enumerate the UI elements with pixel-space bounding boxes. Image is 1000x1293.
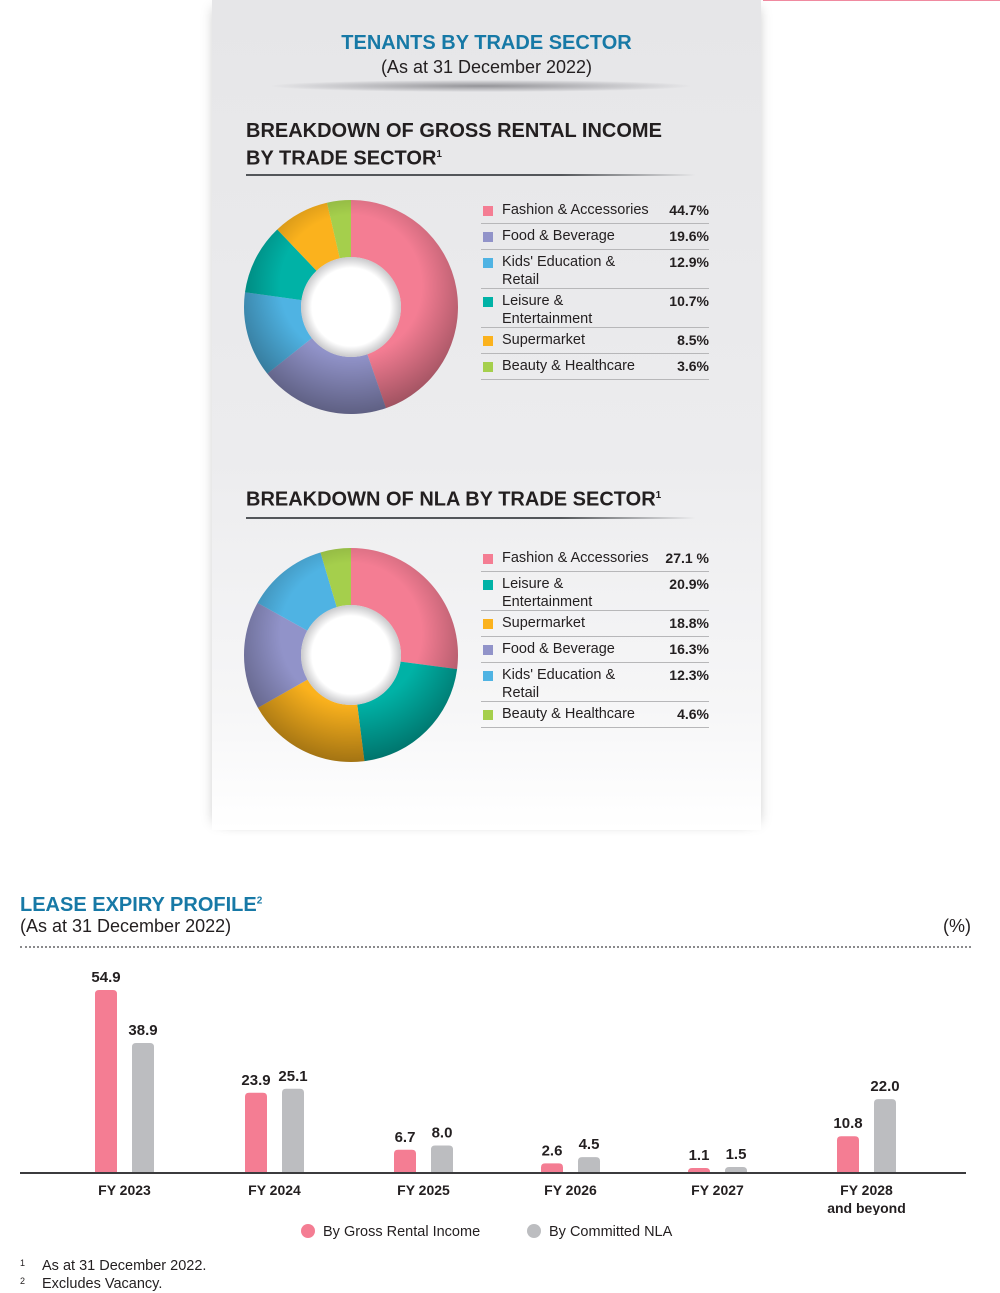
nla-legend-swatch-fashion-accessories bbox=[483, 554, 493, 564]
lease-expiry-title bbox=[20, 894, 262, 917]
nla-legend-value: 20.9% bbox=[669, 576, 709, 592]
footnote-2-text: Excludes Vacancy. bbox=[42, 1276, 163, 1292]
footnote-2 bbox=[20, 1276, 162, 1292]
nla-legend-label: Fashion & Accessories bbox=[502, 550, 649, 566]
bar-by-committed-nla-fy-2023 bbox=[132, 1043, 154, 1172]
bar-by-gross-rental-income-fy-2023 bbox=[95, 990, 117, 1172]
bar-value-label: 10.8 bbox=[833, 1115, 863, 1133]
nla-legend-row-leisure-entertainment bbox=[481, 572, 709, 611]
gri-legend-value: 8.5% bbox=[677, 332, 709, 348]
gri-legend-swatch-leisure-entertainment bbox=[483, 297, 493, 307]
gri-title-line1: BREAKDOWN OF GROSS RENTAL INCOME bbox=[246, 120, 662, 142]
nla-legend-swatch-beauty-healthcare bbox=[483, 710, 493, 720]
gri-legend-value: 10.7% bbox=[669, 293, 709, 309]
nla-legend-label: Beauty & Healthcare bbox=[502, 706, 635, 722]
gri-title-rule bbox=[246, 174, 696, 176]
bar-value-label: 1.1 bbox=[688, 1147, 710, 1164]
nla-title: BREAKDOWN OF NLA BY TRADE SECTOR bbox=[246, 488, 656, 511]
nla-section-title bbox=[246, 484, 661, 512]
trade-sector-panel bbox=[212, 0, 761, 830]
gri-footnote-ref: 1 bbox=[436, 149, 442, 160]
lease-expiry-bar-chart bbox=[0, 960, 1000, 1215]
gri-legend-value: 3.6% bbox=[677, 358, 709, 374]
nla-legend-label: Leisure & Entertainment bbox=[502, 576, 593, 610]
bar-by-committed-nla-fy-2027 bbox=[725, 1167, 747, 1172]
lease-expiry-title-text: LEASE EXPIRY PROFILE bbox=[20, 894, 257, 916]
bar-by-committed-nla-fy-2025 bbox=[431, 1145, 453, 1172]
x-tick-label: and beyond bbox=[827, 1200, 906, 1215]
gri-legend-value: 19.6% bbox=[669, 228, 709, 244]
bar-by-committed-nla-fy-2028-and-beyond bbox=[874, 1099, 896, 1172]
panel-title: TENANTS BY TRADE SECTOR bbox=[341, 32, 632, 54]
nla-legend-swatch-food-beverage bbox=[483, 645, 493, 655]
nla-legend-value: 18.8% bbox=[669, 615, 709, 631]
gri-legend-label: Food & Beverage bbox=[502, 228, 615, 244]
dotted-divider bbox=[20, 946, 971, 948]
legend-label-gross: By Gross Rental Income bbox=[323, 1224, 481, 1240]
nla-legend-row-fashion-accessories bbox=[481, 546, 709, 572]
gri-legend-value: 44.7% bbox=[669, 202, 709, 218]
bar-value-label: 54.9 bbox=[91, 969, 121, 986]
gri-legend-value: 12.9% bbox=[669, 254, 709, 270]
nla-title-rule bbox=[246, 517, 696, 519]
nla-legend-swatch-leisure-entertainment bbox=[483, 580, 493, 590]
x-tick-label: FY 2024 bbox=[248, 1182, 301, 1198]
bar-value-label: 1.5 bbox=[725, 1146, 747, 1164]
legend-committed-nla bbox=[527, 1224, 672, 1240]
gri-legend-row-beauty-healthcare bbox=[481, 354, 709, 380]
footnote-1-text: As at 31 December 2022. bbox=[42, 1258, 207, 1274]
nla-legend-value: 12.3% bbox=[669, 667, 709, 683]
nla-legend-value: 4.6% bbox=[677, 706, 709, 722]
bar-by-committed-nla-fy-2024 bbox=[282, 1089, 304, 1172]
bar-value-label: 6.7 bbox=[394, 1128, 416, 1146]
gri-legend-swatch-kids-education-retail bbox=[483, 258, 493, 268]
gri-legend-row-leisure-entertainment bbox=[481, 289, 709, 328]
gri-donut-chart bbox=[236, 192, 466, 422]
nla-legend bbox=[481, 546, 709, 728]
panel-subtitle: (As at 31 December 2022) bbox=[380, 57, 593, 77]
nla-legend-row-beauty-healthcare bbox=[481, 702, 709, 728]
bar-by-gross-rental-income-fy-2026 bbox=[541, 1163, 563, 1172]
x-tick-label: FY 2028 bbox=[840, 1182, 893, 1198]
x-tick-label: FY 2023 bbox=[98, 1182, 151, 1198]
lease-footnote-ref: 2 bbox=[256, 895, 263, 907]
gri-legend-swatch-fashion-accessories bbox=[483, 206, 493, 216]
gri-section-title bbox=[246, 119, 662, 171]
nla-legend-swatch-kids-education-retail bbox=[483, 671, 493, 681]
legend-dot-nla bbox=[527, 1224, 541, 1238]
legend-dot-gross bbox=[301, 1224, 315, 1238]
bar-by-gross-rental-income-fy-2028-and-beyond bbox=[837, 1136, 859, 1172]
nla-footnote-ref: 1 bbox=[655, 490, 662, 501]
gri-legend-swatch-food-beverage bbox=[483, 232, 493, 242]
gri-donut-hole bbox=[301, 257, 401, 357]
bar-value-label: 38.9 bbox=[128, 1022, 158, 1040]
nla-legend-row-food-beverage bbox=[481, 637, 709, 663]
nla-legend-value: 16.3% bbox=[669, 641, 709, 657]
legend-gross-rental-income bbox=[301, 1224, 480, 1240]
footnote-1 bbox=[20, 1258, 206, 1274]
gri-title-line2: BY TRADE SECTOR bbox=[246, 147, 437, 170]
nla-donut-chart bbox=[236, 540, 466, 770]
x-tick-label: FY 2025 bbox=[397, 1182, 450, 1198]
bar-value-label: 8.0 bbox=[431, 1124, 453, 1142]
nla-legend-label: Food & Beverage bbox=[502, 641, 615, 657]
nla-legend-label: Kids' Education & Retail bbox=[502, 667, 616, 701]
gri-legend-swatch-supermarket bbox=[483, 336, 493, 346]
lease-expiry-subtitle: (As at 31 December 2022) bbox=[20, 916, 232, 936]
bar-by-gross-rental-income-fy-2024 bbox=[245, 1093, 267, 1172]
gri-legend-label: Leisure & Entertainment bbox=[502, 293, 593, 327]
nla-donut-hole bbox=[301, 605, 401, 705]
bar-value-label: 25.1 bbox=[278, 1067, 308, 1085]
nla-legend-row-kids-education-retail bbox=[481, 663, 709, 702]
gri-legend-label: Supermarket bbox=[502, 332, 586, 348]
bar-value-label: 23.9 bbox=[241, 1071, 271, 1089]
bar-by-gross-rental-income-fy-2025 bbox=[394, 1150, 416, 1172]
bar-value-label: 4.5 bbox=[578, 1136, 600, 1154]
legend-label-nla: By Committed NLA bbox=[549, 1224, 673, 1240]
gri-legend-row-kids-education-retail bbox=[481, 250, 709, 289]
gri-legend-row-fashion-accessories bbox=[481, 198, 709, 224]
gri-legend-swatch-beauty-healthcare bbox=[483, 362, 493, 372]
gri-legend-row-food-beverage bbox=[481, 224, 709, 250]
bar-value-label: 22.0 bbox=[870, 1078, 900, 1096]
gri-legend-label: Fashion & Accessories bbox=[502, 202, 649, 218]
nla-legend-value: 27.1 % bbox=[665, 550, 709, 566]
nla-legend-label: Supermarket bbox=[502, 615, 586, 631]
title-divider-shadow bbox=[272, 80, 690, 92]
gri-legend-row-supermarket bbox=[481, 328, 709, 354]
x-tick-label: FY 2026 bbox=[544, 1182, 597, 1198]
nla-legend-swatch-supermarket bbox=[483, 619, 493, 629]
footnote-2-num: 2 bbox=[20, 1276, 26, 1286]
lease-expiry-unit: (%) bbox=[943, 916, 971, 936]
x-tick-label: FY 2027 bbox=[691, 1182, 744, 1198]
bar-by-gross-rental-income-fy-2027 bbox=[688, 1168, 710, 1172]
top-right-accent-line bbox=[763, 0, 1000, 1]
gri-legend-label: Beauty & Healthcare bbox=[502, 358, 635, 374]
bar-value-label: 2.6 bbox=[541, 1142, 563, 1160]
bar-by-committed-nla-fy-2026 bbox=[578, 1157, 600, 1172]
gri-legend-label: Kids' Education & Retail bbox=[502, 254, 616, 288]
gri-legend bbox=[481, 198, 709, 380]
nla-legend-row-supermarket bbox=[481, 611, 709, 637]
footnote-1-num: 1 bbox=[20, 1258, 26, 1268]
